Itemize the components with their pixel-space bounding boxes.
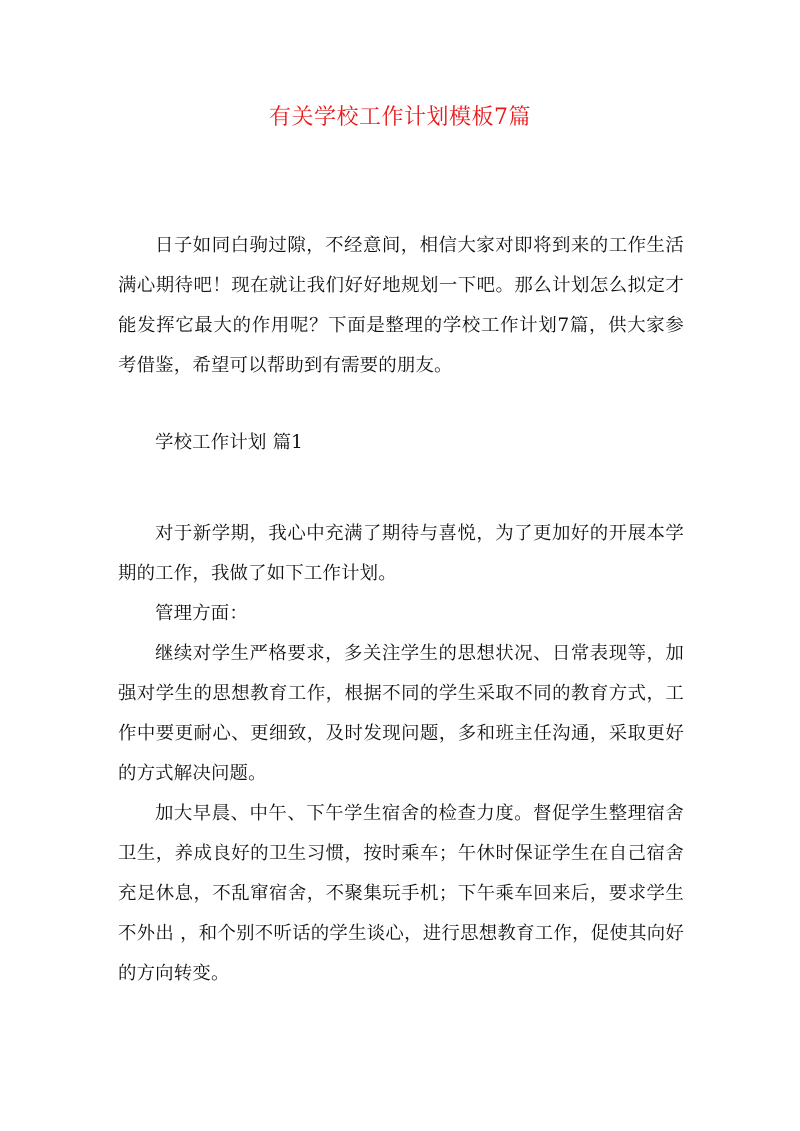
paragraph: 加大早晨、中午、下午学生宿舍的检查力度。督促学生整理宿舍卫生，养成良好的卫生习惯，按时乘车；午休时保证学生在自己宿舍充足休息，不乱窜宿舍，不聚集玩手机；下午乘车回来后，要求学生不外出 ，和个别不听话的学生谈心，进行思想教育工作，促使其向好的方向转变。 [118,803,684,984]
section-body [118,514,684,994]
document-title: 有关学校工作计划模板7篇 [269,105,531,130]
intro-block [118,226,684,386]
section-heading: 学校工作计划 篇1 [155,432,304,453]
paragraph: 对于新学期，我心中充满了期待与喜悦，为了更加好的开展本学期的工作，我做了如下工作计划。 [118,523,684,584]
paragraph: 管理方面： [155,603,248,624]
section-heading-block [118,423,684,463]
paragraph: 继续对学生严格要求，多关注学生的思想状况、日常表现等，加强对学生的思想教育工作，根据不同的学生采取不同的教育方式，工作中要更耐心、更细致，及时发现问题，多和班主任沟通，采取更好的方式解决问题。 [118,643,684,784]
intro-paragraph: 日子如同白驹过隙，不经意间，相信大家对即将到来的工作生活满心期待吧！现在就让我们好好地规划一下吧。那么计划怎么拟定才能发挥它最大的作用呢？下面是整理的学校工作计划7篇，供大家参考借鉴，希望可以帮助到有需要的朋友。 [118,235,684,376]
